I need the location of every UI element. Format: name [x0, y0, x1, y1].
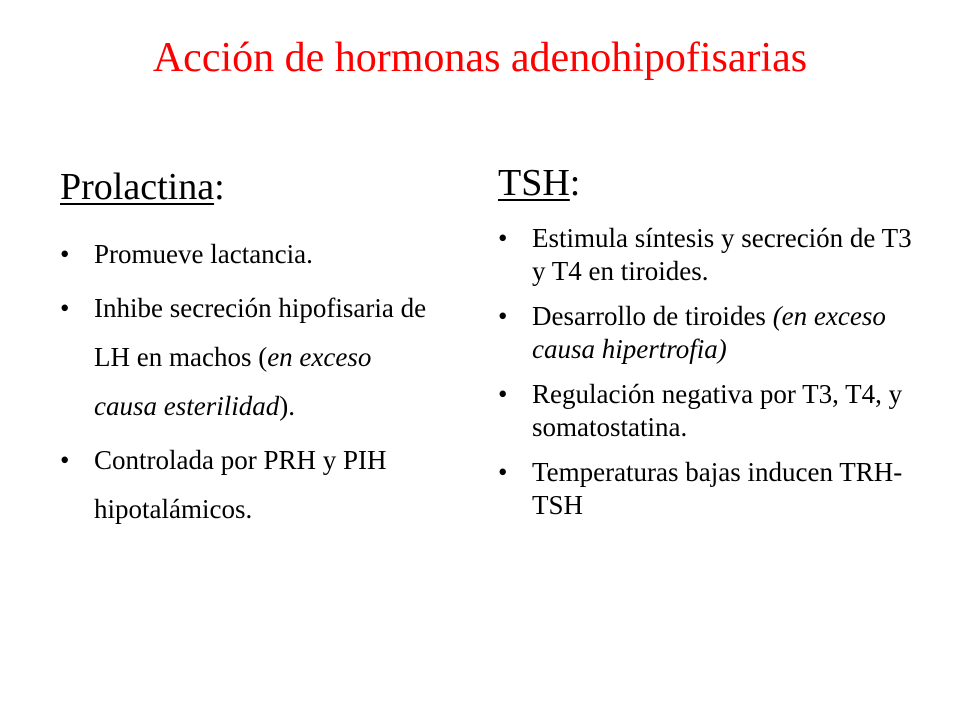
- prolactina-bullet-list: [60, 230, 440, 539]
- list-item: [498, 222, 918, 288]
- prolactina-heading-colon: :: [214, 166, 225, 208]
- bullet-text: Regulación negativa por T3, T4, y somatostatina.: [532, 379, 903, 442]
- bullet-text-italic: (en exceso causa hipertrofia): [532, 301, 886, 364]
- prolactina-heading-text: Prolactina: [60, 166, 215, 208]
- bullet-text: Inhibe secreción hipofisaria de LH en machos (: [94, 293, 427, 372]
- bullet-text: Estimula síntesis y secreción de T3 y T4 en tiroides.: [532, 223, 912, 286]
- bullet-text-end: ).: [279, 391, 295, 421]
- list-item: [60, 284, 440, 431]
- bullet-text-italic: en exceso causa esterilidad: [94, 342, 372, 421]
- bullet-icon: •: [498, 223, 508, 253]
- slide-title: Acción de hormonas adenohipofisarias: [152, 35, 808, 81]
- list-item: [498, 378, 918, 444]
- bullet-text: Controlada por PRH y PIH hipotalámicos.: [94, 445, 387, 524]
- list-item: [60, 230, 440, 279]
- tsh-heading: [498, 160, 580, 206]
- list-item: [498, 300, 918, 366]
- bullet-icon: •: [498, 379, 508, 409]
- tsh-heading-colon: :: [569, 162, 581, 204]
- bullet-text: Desarrollo de tiroides: [532, 301, 773, 331]
- tsh-heading-text: TSH: [498, 162, 570, 204]
- list-item: [60, 436, 440, 534]
- bullet-text: Temperaturas bajas inducen TRH-TSH: [532, 457, 903, 520]
- bullet-icon: •: [60, 293, 70, 323]
- bullet-icon: •: [498, 457, 508, 487]
- bullet-icon: •: [60, 239, 70, 269]
- bullet-text: Promueve lactancia.: [94, 239, 313, 269]
- bullet-icon: •: [60, 445, 70, 475]
- bullet-icon: •: [498, 301, 508, 331]
- tsh-bullet-list: [498, 222, 918, 534]
- list-item: [498, 456, 918, 522]
- prolactina-heading: [60, 164, 225, 210]
